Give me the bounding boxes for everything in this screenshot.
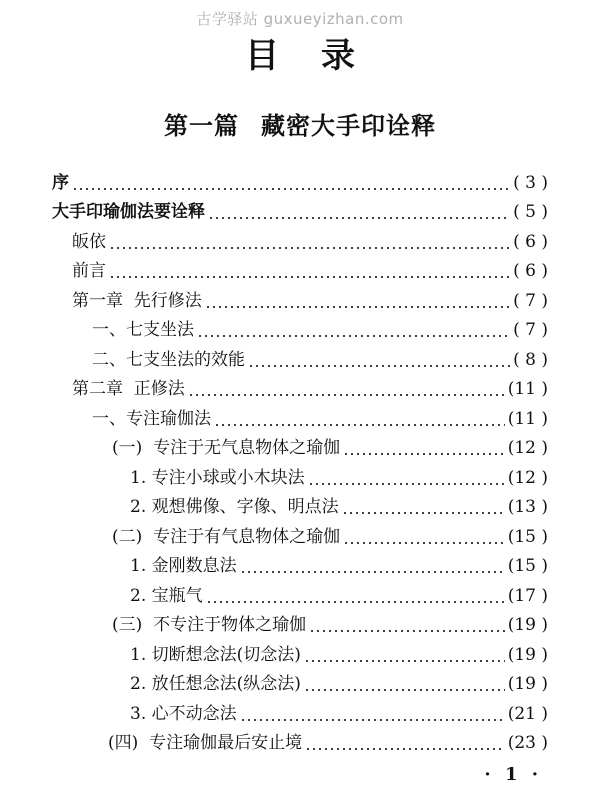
toc-entry bbox=[72, 372, 548, 400]
toc-entry-page: ( 8 ) bbox=[513, 350, 548, 370]
dot-leader bbox=[342, 496, 505, 518]
toc-entry bbox=[72, 254, 548, 282]
toc-entry bbox=[130, 549, 548, 577]
dot-leader bbox=[343, 526, 505, 548]
toc-entry-label: 1. 专注小球或小木块法 bbox=[130, 468, 305, 488]
toc-entry-label: 皈依 bbox=[72, 232, 106, 252]
toc-entry-label: 3. 心不动念法 bbox=[130, 704, 237, 724]
toc-entry bbox=[130, 697, 548, 725]
dot-leader bbox=[308, 467, 505, 489]
dot-leader bbox=[72, 172, 510, 194]
dot-leader bbox=[240, 555, 505, 577]
toc-entry bbox=[112, 520, 548, 548]
toc-entry-page: ( 3 ) bbox=[513, 173, 548, 193]
toc-entry-label: 一、七支坐法 bbox=[92, 320, 194, 340]
toc-entry bbox=[92, 313, 548, 341]
toc-entry-label: 2. 宝瓶气 bbox=[130, 586, 203, 606]
toc-entry-label: 序 bbox=[52, 173, 69, 193]
toc-entry-page: (17 ) bbox=[507, 586, 548, 606]
toc-entry-page: ( 7 ) bbox=[513, 320, 548, 340]
toc-entry bbox=[92, 343, 548, 371]
dot-leader bbox=[305, 732, 505, 754]
dot-leader bbox=[240, 703, 505, 725]
toc-entry-label: 第一章 先行修法 bbox=[72, 291, 202, 311]
dot-leader bbox=[197, 319, 510, 341]
dot-leader bbox=[304, 673, 505, 695]
toc-entry-page: ( 7 ) bbox=[513, 291, 548, 311]
toc-entry-label: 一、专注瑜伽法 bbox=[92, 409, 211, 429]
toc-entry bbox=[112, 431, 548, 459]
toc-entry bbox=[92, 402, 548, 430]
toc-entry bbox=[72, 225, 548, 253]
toc-entry-page: (19 ) bbox=[507, 645, 548, 665]
dot-leader bbox=[309, 614, 505, 636]
watermark-text: 古学驿站 guxueyizhan.com bbox=[196, 10, 404, 28]
toc-entry-page: ( 5 ) bbox=[513, 202, 548, 222]
toc-entry bbox=[108, 726, 548, 754]
toc-entry-page: ( 6 ) bbox=[513, 261, 548, 281]
toc-entry bbox=[130, 490, 548, 518]
toc-entry bbox=[52, 195, 548, 223]
toc-entry-page: (15 ) bbox=[507, 556, 548, 576]
toc-entry bbox=[130, 461, 548, 489]
dot-leader bbox=[206, 585, 505, 607]
toc-entry-label: 1. 切断想念法(切念法) bbox=[130, 645, 301, 665]
toc-entry bbox=[130, 667, 548, 695]
toc-entry-page: (11 ) bbox=[507, 409, 548, 429]
toc-entry-page: (12 ) bbox=[507, 438, 548, 458]
toc-entry-label: (三) 不专注于物体之瑜伽 bbox=[112, 615, 307, 635]
toc-entry bbox=[72, 284, 548, 312]
dot-leader bbox=[304, 644, 505, 666]
toc-entry-label: (二) 专注于有气息物体之瑜伽 bbox=[112, 527, 341, 547]
toc-entry-label: 2. 放任想念法(纵念法) bbox=[130, 674, 301, 694]
toc-entry-label: (一) 专注于无气息物体之瑜伽 bbox=[112, 438, 341, 458]
toc-entry bbox=[130, 638, 548, 666]
page-number: · 1 · bbox=[484, 764, 542, 785]
toc-entry-page: (13 ) bbox=[507, 497, 548, 517]
toc-entry-page: (11 ) bbox=[507, 379, 548, 399]
toc-entry-page: (15 ) bbox=[507, 527, 548, 547]
dot-leader bbox=[205, 290, 510, 312]
dot-leader bbox=[214, 408, 505, 430]
toc-entry-page: (12 ) bbox=[507, 468, 548, 488]
toc-entry-label: 二、七支坐法的效能 bbox=[92, 350, 245, 370]
toc-title: 目录 bbox=[245, 36, 397, 76]
dot-leader bbox=[248, 349, 510, 371]
dot-leader bbox=[343, 437, 505, 459]
toc-entry-label: 1. 金刚数息法 bbox=[130, 556, 237, 576]
toc-entry-label: (四) 专注瑜伽最后安止境 bbox=[108, 733, 303, 753]
toc-entry-page: (19 ) bbox=[507, 674, 548, 694]
toc-entry-label: 前言 bbox=[72, 261, 106, 281]
toc-entry-label: 大手印瑜伽法要诠释 bbox=[52, 202, 205, 222]
toc-entry bbox=[130, 579, 548, 607]
toc-entry-label: 2. 观想佛像、字像、明点法 bbox=[130, 497, 339, 517]
toc-entry-page: (21 ) bbox=[507, 704, 548, 724]
part-number: 第一篇 bbox=[164, 111, 239, 140]
toc-entry-page: (19 ) bbox=[507, 615, 548, 635]
toc-entry bbox=[112, 608, 548, 636]
dot-leader bbox=[109, 260, 510, 282]
part-name: 藏密大手印诠释 bbox=[261, 111, 436, 140]
dot-leader bbox=[109, 231, 510, 253]
toc-entry-label: 第二章 正修法 bbox=[72, 379, 185, 399]
dot-leader bbox=[208, 201, 510, 223]
dot-leader bbox=[188, 378, 505, 400]
toc-entry-page: ( 6 ) bbox=[513, 232, 548, 252]
toc-entry bbox=[52, 166, 548, 194]
toc-entry-page: (23 ) bbox=[507, 733, 548, 753]
